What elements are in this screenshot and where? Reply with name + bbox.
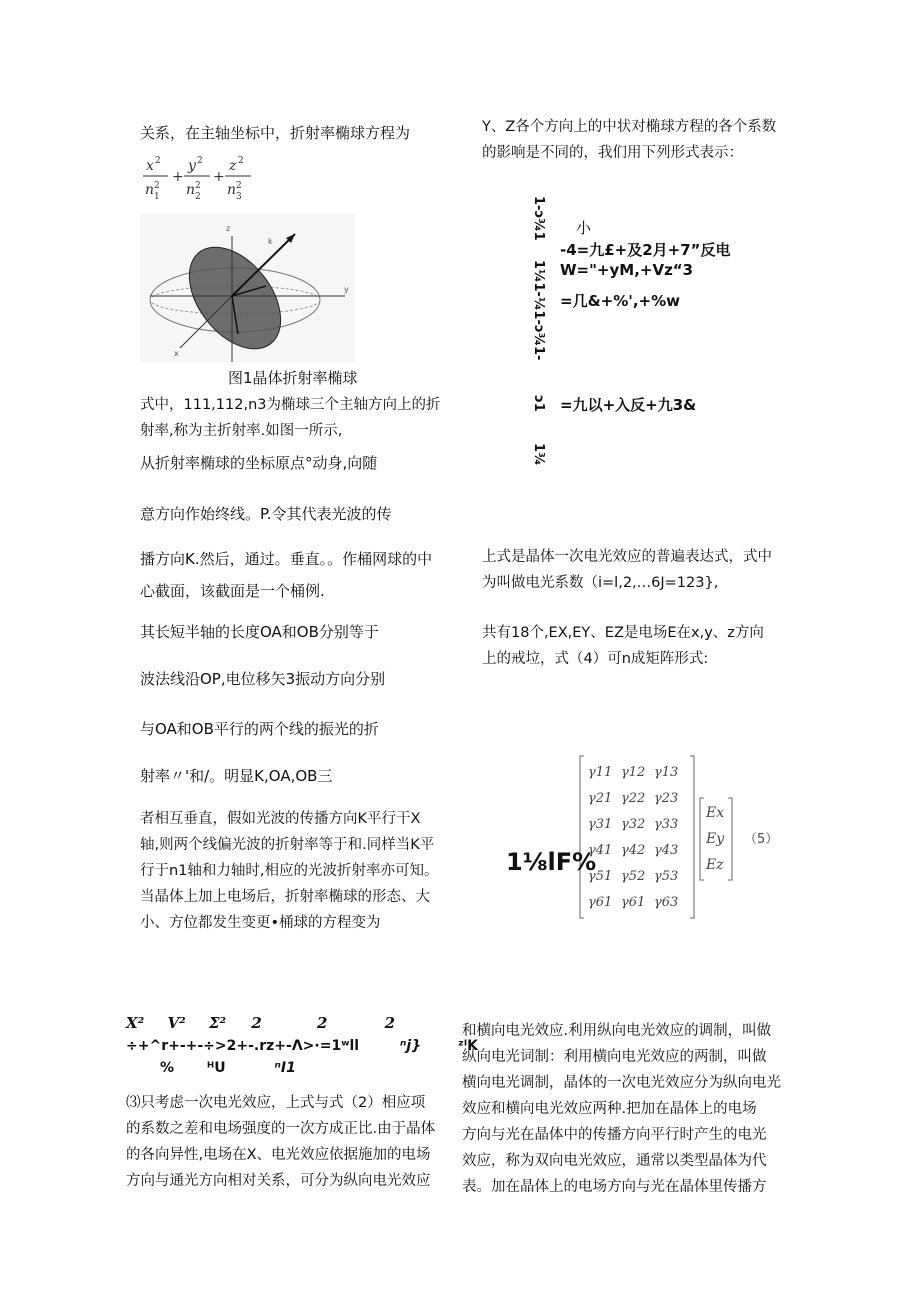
svg-text:n: n xyxy=(186,182,196,198)
axis-z-label: z xyxy=(226,224,231,233)
figure-caption: 图1晶体折射率椭球 xyxy=(228,369,358,387)
svg-text:n: n xyxy=(227,182,237,198)
axis-y-label: y xyxy=(344,285,349,294)
rotated-text-4: 1¾ xyxy=(531,443,546,466)
ellipsoid-equation xyxy=(140,152,255,207)
ellipsoid-figure xyxy=(140,214,355,362)
left-line-6: 波法线沿OP,电位移矢3振动方向分别 xyxy=(140,670,386,688)
eq-line-3: =几&+%',+%w xyxy=(560,292,680,310)
left-bottom-para: ⑶只考虑一次电光效应，上式与式（2）相应项 的系数之差和电场强度的一次方成正比.由于晶体 的各向异性,电场在X、电光效应依据施加的电场 方向与通光方向相对关系，可分为纵向电光效应 xyxy=(126,1095,436,1189)
svg-text:2: 2 xyxy=(238,156,244,166)
right-intro: Y、Z各个方向上的中状对椭球方程的各个系数 的影响是不同的，我们用下列形式表示： xyxy=(482,119,777,161)
axis-k-label: k xyxy=(268,237,273,246)
rotated-text-2: 1¼1-¼1-ɔ¾1- xyxy=(531,260,546,361)
garbled-eq-row-1: X² V² Σ² 2 2 2 xyxy=(126,1014,396,1032)
left-para-2: 者相互垂直，假如光波的传播方向K平行干X 轴,则两个线偏光波的折射率等于和.同样当K平 行于n1轴和力轴时,相应的光波折射率亦可知。 当晶体上加上电场后，折射率椭球的形态、大 小、方位都发生变更•桶球的方程变为 xyxy=(140,811,439,931)
electro-optic-matrix xyxy=(578,752,808,922)
garbled-eq-row-3: % ᴴU ⁿI1 xyxy=(160,1060,296,1076)
eq-line-1: -4=九£+及2月+7”反电 xyxy=(560,241,731,259)
left-line-8: 射率〃'和/。明显K,OA,OB三 xyxy=(140,767,333,785)
field-vector: Ex Ey Ez xyxy=(706,805,725,873)
left-line-4: 心截面，该截面是一个桶例. xyxy=(140,582,325,600)
left-line-1: 从折射率椭球的坐标原点°动身,向随 xyxy=(140,454,378,472)
svg-text:+: + xyxy=(213,169,225,185)
eq-line-2: W="+yM,+Vz“3 xyxy=(560,261,694,279)
intro-line: 关系，在主轴坐标中，折射率椭球方程为 xyxy=(140,124,411,142)
garbled-eq-row-2: ÷+^r+-+-÷>2+-.rz+-Λ>·=1ʷll ⁿj} ᶻᴵK xyxy=(126,1038,478,1054)
svg-text:2: 2 xyxy=(236,181,242,191)
equation-number: （5） xyxy=(744,832,779,847)
rotated-text-1: 1-ɔ¾1 xyxy=(531,196,546,241)
eq-line-4: =九以+入反+九3& xyxy=(560,396,697,414)
svg-text:z: z xyxy=(229,158,237,174)
svg-text:2: 2 xyxy=(155,156,161,166)
svg-text:2: 2 xyxy=(197,156,203,166)
axis-x-label: x xyxy=(174,349,179,358)
matrix-body: γ11 γ12 γ13 γ21 γ22 γ23 γ31 γ32 γ33 γ41 γ42 γ43 γ51 γ52 γ53 γ61 γ61 γ63 xyxy=(588,765,679,910)
left-line-2: 意方向作始终线。P.令其代表光波的传 xyxy=(140,505,392,523)
left-line-3: 播方向K.然后，通过。垂直。。作桶网球的中 xyxy=(140,550,433,568)
left-line-5: 其长短半轴的长度OA和OB分别等于 xyxy=(140,623,379,641)
svg-text:2: 2 xyxy=(195,192,201,202)
left-para-1: 式中，111,112,n3为椭球三个主轴方向上的折 射率,称为主折射率.如图一所示, xyxy=(140,397,441,439)
svg-text:1: 1 xyxy=(154,192,160,202)
eq-line-0: 小 xyxy=(576,219,592,237)
svg-text:n: n xyxy=(145,182,155,198)
left-line-7: 与OA和OB平行的两个线的振光的折 xyxy=(140,720,379,738)
svg-text:2: 2 xyxy=(195,181,201,191)
svg-text:2: 2 xyxy=(154,181,160,191)
right-bottom-para: 和横向电光效应.利用纵向电光效应的调制，叫做 纵向电光词制：利用横向电光效应的两制，叫做 横向电光调制，晶体的一次电光效应分为纵向电光 效应和横向电光效应两种.把加在晶体上的电场 方向与光在晶体中的传播方向平行时产生的电光 效应，称为双向电光效应，通常以类型晶体为代 表。加在晶体上的电场方向与光在晶体里传播方 xyxy=(462,1023,781,1195)
rotated-text-3: ɔ1 xyxy=(531,395,546,412)
svg-text:3: 3 xyxy=(236,192,242,202)
svg-text:y: y xyxy=(188,158,196,174)
svg-text:+: + xyxy=(172,169,184,185)
svg-text:x: x xyxy=(146,158,154,174)
right-para-1: 上式是晶体一次电光效应的普遍表达式，式中 为叫做电光系数（i=l,2,…6J=123}, xyxy=(482,549,772,591)
right-para-2: 共有18个,EX,EY、EZ是电场E在x,y、z方向 上的戒垃，式（4）可n成矩阵形式: xyxy=(482,625,764,667)
matrix-side-label: 1⅛lF% xyxy=(506,848,597,876)
